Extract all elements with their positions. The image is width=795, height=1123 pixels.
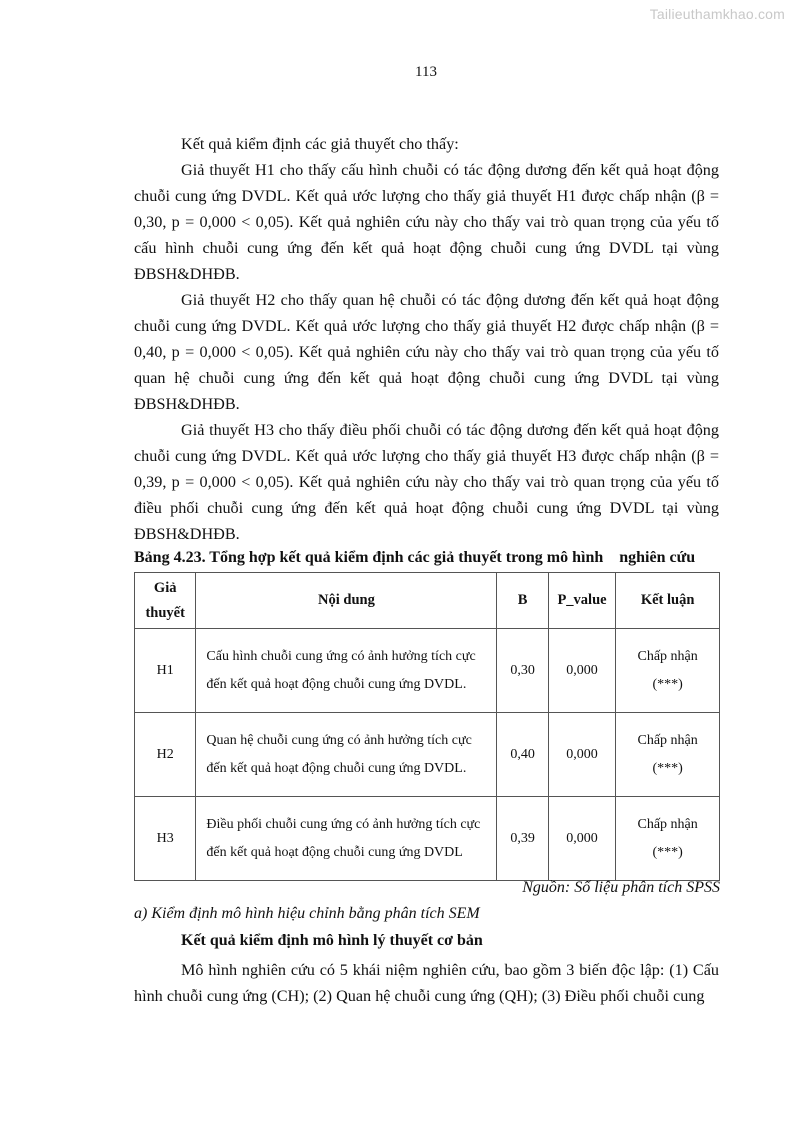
cell-b: 0,40 xyxy=(497,713,548,797)
table-row xyxy=(135,797,720,881)
closing-paragraph: Mô hình nghiên cứu có 5 khái niệm nghiên cứu, bao gồm 3 biến độc lập: (1) Cấu hình chuỗi cung ứng (CH); (2) Quan hệ chuỗi cung ứng (QH); (3) Điều phối chuỗi cung xyxy=(134,961,719,1005)
cell-content: Cấu hình chuỗi cung ứng có ảnh hưởng tích cực đến kết quả hoạt động chuỗi cung ứng DVDL. xyxy=(196,629,497,713)
header-conclusion: Kết luận xyxy=(616,573,720,629)
hypothesis-results-table xyxy=(134,572,720,881)
table-source-note: Nguồn: Số liệu phân tích SPSS xyxy=(522,879,720,896)
table-header-row xyxy=(135,573,720,629)
cell-conclusion xyxy=(616,629,720,713)
cell-p-value: 0,000 xyxy=(548,713,615,797)
cell-hypothesis: H1 xyxy=(135,629,196,713)
cell-p-value: 0,000 xyxy=(548,797,615,881)
section-heading-a: a) Kiểm định mô hình hiệu chỉnh bằng phân tích SEM xyxy=(134,905,480,922)
cell-b: 0,39 xyxy=(497,797,548,881)
cell-content: Điều phối chuỗi cung ứng có ảnh hưởng tích cực đến kết quả hoạt động chuỗi cung ứng DVDL xyxy=(196,797,497,881)
table-row xyxy=(135,713,720,797)
paragraph-h2: Giả thuyết H2 cho thấy quan hệ chuỗi có tác động dương đến kết quả hoạt động chuỗi cung ứng DVDL. Kết quả ước lượng cho thấy giả thuyết H2 được chấp nhận (β = 0,40, p = 0,000 < 0,05). Kết quả nghiên cứu này cho thấy vai trò quan trọng của yếu tố quan hệ chuỗi cung ứng đến kết quả hoạt động chuỗi cung ứng DVDL tại vùng ĐBSH&DHĐB. xyxy=(134,291,719,413)
table-caption: Bảng 4.23. Tổng hợp kết quả kiểm định các giả thuyết trong mô hình nghiên cứu xyxy=(134,549,696,566)
cell-hypothesis: H3 xyxy=(135,797,196,881)
intro-line: Kết quả kiểm định các giả thuyết cho thấy: xyxy=(181,135,459,153)
conclusion-label: Chấp nhận xyxy=(637,648,698,664)
subheading: Kết quả kiểm định mô hình lý thuyết cơ bản xyxy=(181,932,483,949)
significance-label: (***) xyxy=(652,760,683,776)
cell-p-value: 0,000 xyxy=(548,629,615,713)
header-content: Nội dung xyxy=(196,573,497,629)
cell-hypothesis: H2 xyxy=(135,713,196,797)
closing-body xyxy=(134,957,719,1009)
header-hypothesis: Giả thuyết xyxy=(135,573,196,629)
conclusion-label: Chấp nhận xyxy=(637,816,698,832)
cell-conclusion xyxy=(616,713,720,797)
paragraph-h1: Giả thuyết H1 cho thấy cấu hình chuỗi có tác động dương đến kết quả hoạt động chuỗi cung ứng DVDL. Kết quả ước lượng cho thấy giả thuyết H1 được chấp nhận (β = 0,30, p = 0,000 < 0,05). Kết quả nghiên cứu này cho thấy vai trò quan trọng của yếu tố cấu hình chuỗi cung ứng đến kết quả hoạt động chuỗi cung ứng DVDL tại vùng ĐBSH&DHĐB. xyxy=(134,161,719,283)
table-row xyxy=(135,629,720,713)
header-p-value: P_value xyxy=(548,573,615,629)
conclusion-label: Chấp nhận xyxy=(637,732,698,748)
cell-content: Quan hệ chuỗi cung ứng có ảnh hưởng tích cực đến kết quả hoạt động chuỗi cung ứng DVDL. xyxy=(196,713,497,797)
watermark: Tailieuthamkhao.com xyxy=(649,6,785,22)
header-b: B xyxy=(497,573,548,629)
cell-conclusion xyxy=(616,797,720,881)
results-body xyxy=(134,131,719,547)
significance-label: (***) xyxy=(652,676,683,692)
page-number: 113 xyxy=(415,64,437,80)
cell-b: 0,30 xyxy=(497,629,548,713)
significance-label: (***) xyxy=(652,844,683,860)
paragraph-h3: Giả thuyết H3 cho thấy điều phối chuỗi có tác động dương đến kết quả hoạt động chuỗi cung ứng DVDL. Kết quả ước lượng cho thấy giả thuyết H3 được chấp nhận (β = 0,39, p = 0,000 < 0,05). Kết quả nghiên cứu này cho thấy vai trò quan trọng của yếu tố điều phối chuỗi cung ứng đến kết quả hoạt động chuỗi cung ứng DVDL tại vùng ĐBSH&DHĐB. xyxy=(134,421,719,543)
